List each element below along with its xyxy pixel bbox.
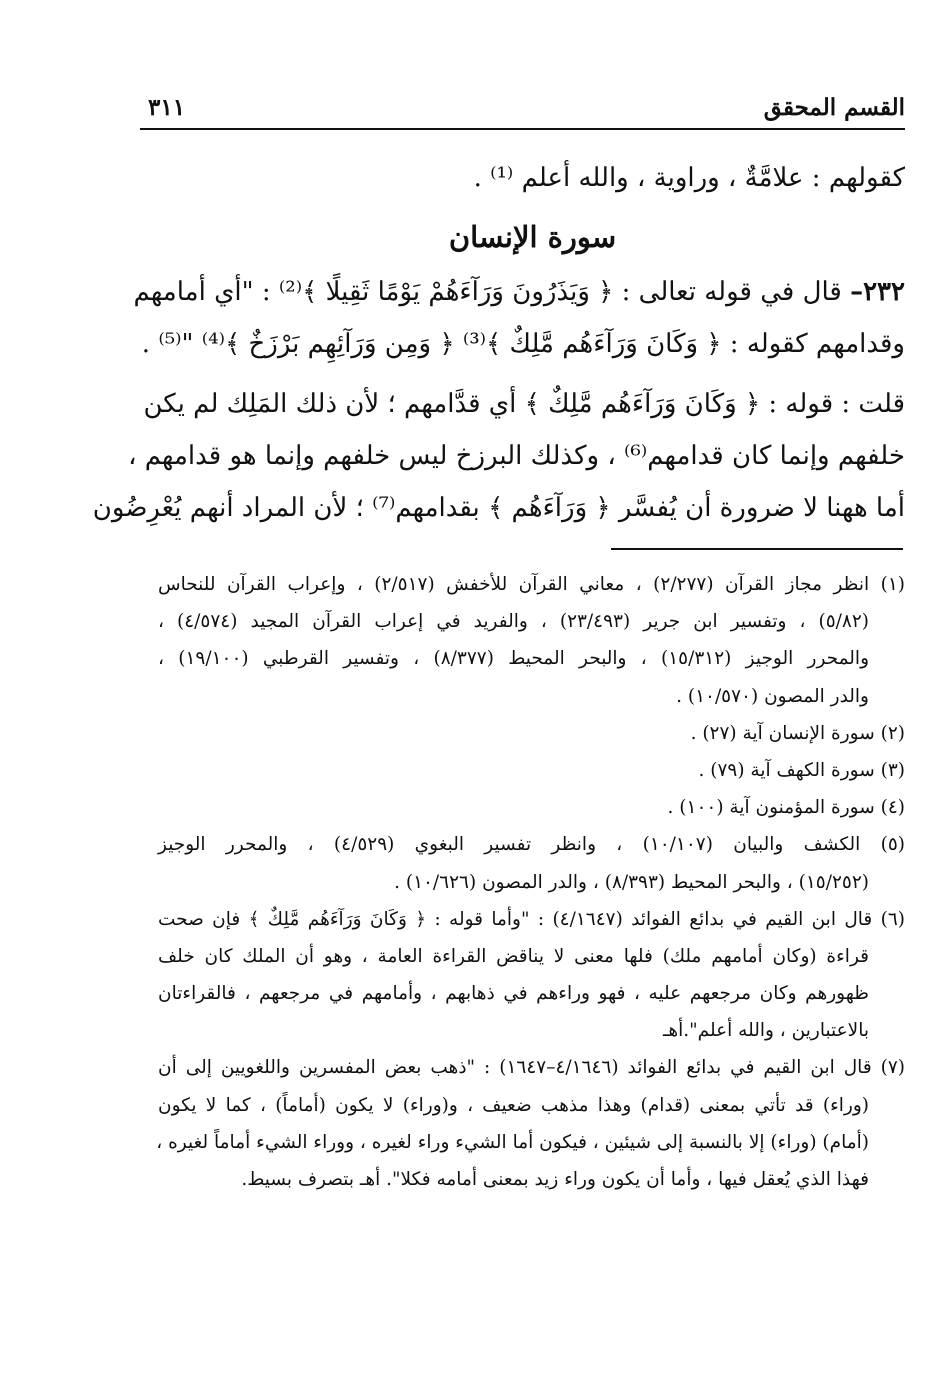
footnote-line: والدر المصون (١٠/٥٧٠) . — [676, 685, 869, 707]
text-line: أما ههنا لا ضرورة أن يُفسَّر ﴿ وَرَآءَهُم ﴾ بقدامهم⁽⁷⁾ ؛ لأن المراد أنهم يُعْرِضُون — [92, 493, 905, 523]
footnotes — [158, 566, 905, 1198]
text-line — [133, 266, 905, 318]
page-number: ٣١١ — [148, 94, 186, 121]
section-title: القسم المحقق — [763, 94, 905, 121]
footnote-line: (١٥/٢٥٢) ، والبحر المحيط (٨/٣٩٣) ، والدر المصون (١٠/٦٢٦) . — [394, 871, 869, 893]
text-line: قلت : قوله : ﴿ وَكَانَ وَرَآءَهُم مَّلِكٌ ﴾ أي قدَّامهم ؛ لأن ذلك المَلِك لم يكن — [143, 389, 905, 419]
footnote-line: (٤) سورة المؤمنون آية (١٠٠) . — [667, 797, 905, 819]
footnote-line: (٧) قال ابن القيم في بدائع الفوائد (٤/١٦٤٦–١٦٤٧) : "ذهب بعض المفسرين واللغويين إلى أن — [158, 1057, 905, 1079]
footnote-line: (٥/٨٢) ، وتفسير ابن جرير (٢٣/٤٩٣) ، والفريد في إعراب القرآن المجيد (٤/٥٧٤) ، — [158, 611, 869, 633]
footnote-line: (٣) سورة الكهف آية (٧٩) . — [698, 759, 905, 781]
entry-number: ٢٣٢– — [850, 277, 905, 307]
footnote-line: (أمام) (وراء) إلا بالنسبة إلى شيئين ، فيكون أما الشيء وراء لغيره ، ووراء الشيء أماماً لغيره ، — [156, 1131, 869, 1153]
footnote-line: فهذا الذي يُعقل فيها ، وأما أن يكون وراء زيد بمعنى أمامه فكلا". أهـ بتصرف بسيط. — [241, 1169, 869, 1190]
main-text — [92, 152, 905, 534]
footnote-line: بالاعتبارين ، والله أعلم".أهـ — [662, 1020, 869, 1042]
footnote-line: (٥) الكشف والبيان (١٠/١٠٧) ، وانظر تفسير البغوي (٤/٥٢٩) ، والمحرر الوجيز — [158, 834, 905, 856]
footnote-line: (٦) قال ابن القيم في بدائع الفوائد (٤/١٦٤٧) : "وأما قوله : ﴿ وَكَانَ وَرَآءَهُم مَّلِكٌ ﴾ فإن صحت — [158, 908, 905, 930]
sura-heading: سورة الإنسان — [448, 220, 617, 254]
entry-text: قال في قوله تعالى : ﴿ وَيَذَرُونَ وَرَآءَهُمْ يَوْمًا ثَقِيلًا ﴾⁽²⁾ : "أي أمامهم — [133, 277, 842, 307]
footnote-line: (وراء) قد تأتي بمعنى (قدام) وهذا مذهب ضعيف ، و(وراء) لا يكون (أماماً) ، كما لا يكون — [158, 1094, 869, 1116]
footnote-line: (٢) سورة الإنسان آية (٢٧) . — [690, 722, 905, 744]
text-line: كقولهم : علامَّةٌ ، وراوية ، والله أعلم ⁽¹⁾ . — [473, 163, 905, 193]
footnote-line: والمحرر الوجيز (١٥/٣١٢) ، والبحر المحيط (٨/٣٧٧) ، وتفسير القرطبي (١٩/١٠٠) ، — [158, 648, 869, 670]
footnote-line: قراءة (وكان أمامهم ملك) فلها معنى لا يناقض القراءة العامة ، وهو أن الملك كان خلف — [158, 945, 869, 967]
text-line: خلفهم وإنما كان قدامهم⁽⁶⁾ ، وكذلك البرزخ ليس خلفهم وإنما هو قدامهم ، — [128, 441, 905, 471]
footnote-separator — [611, 548, 903, 550]
text-line: وقدامهم كقوله : ﴿ وَكَانَ وَرَآءَهُم مَّلِكٌ ﴾⁽³⁾ ﴿ وَمِن وَرَآئِهِم بَرْزَخٌ ﴾⁽⁴⁾ "⁽⁵⁾ . — [141, 329, 905, 359]
footnote-line: (١) انظر مجاز القرآن (٢/٢٧٧) ، معاني القرآن للأخفش (٢/٥١٧) ، وإعراب القرآن للنحاس — [158, 574, 905, 595]
footnote-line: ظهورهم وكان مرجعهم عليه ، فهو وراءهم في ذهابهم ، وأمامهم في مرجعهم ، فالقراءتان — [158, 983, 869, 1005]
running-header — [140, 92, 905, 130]
